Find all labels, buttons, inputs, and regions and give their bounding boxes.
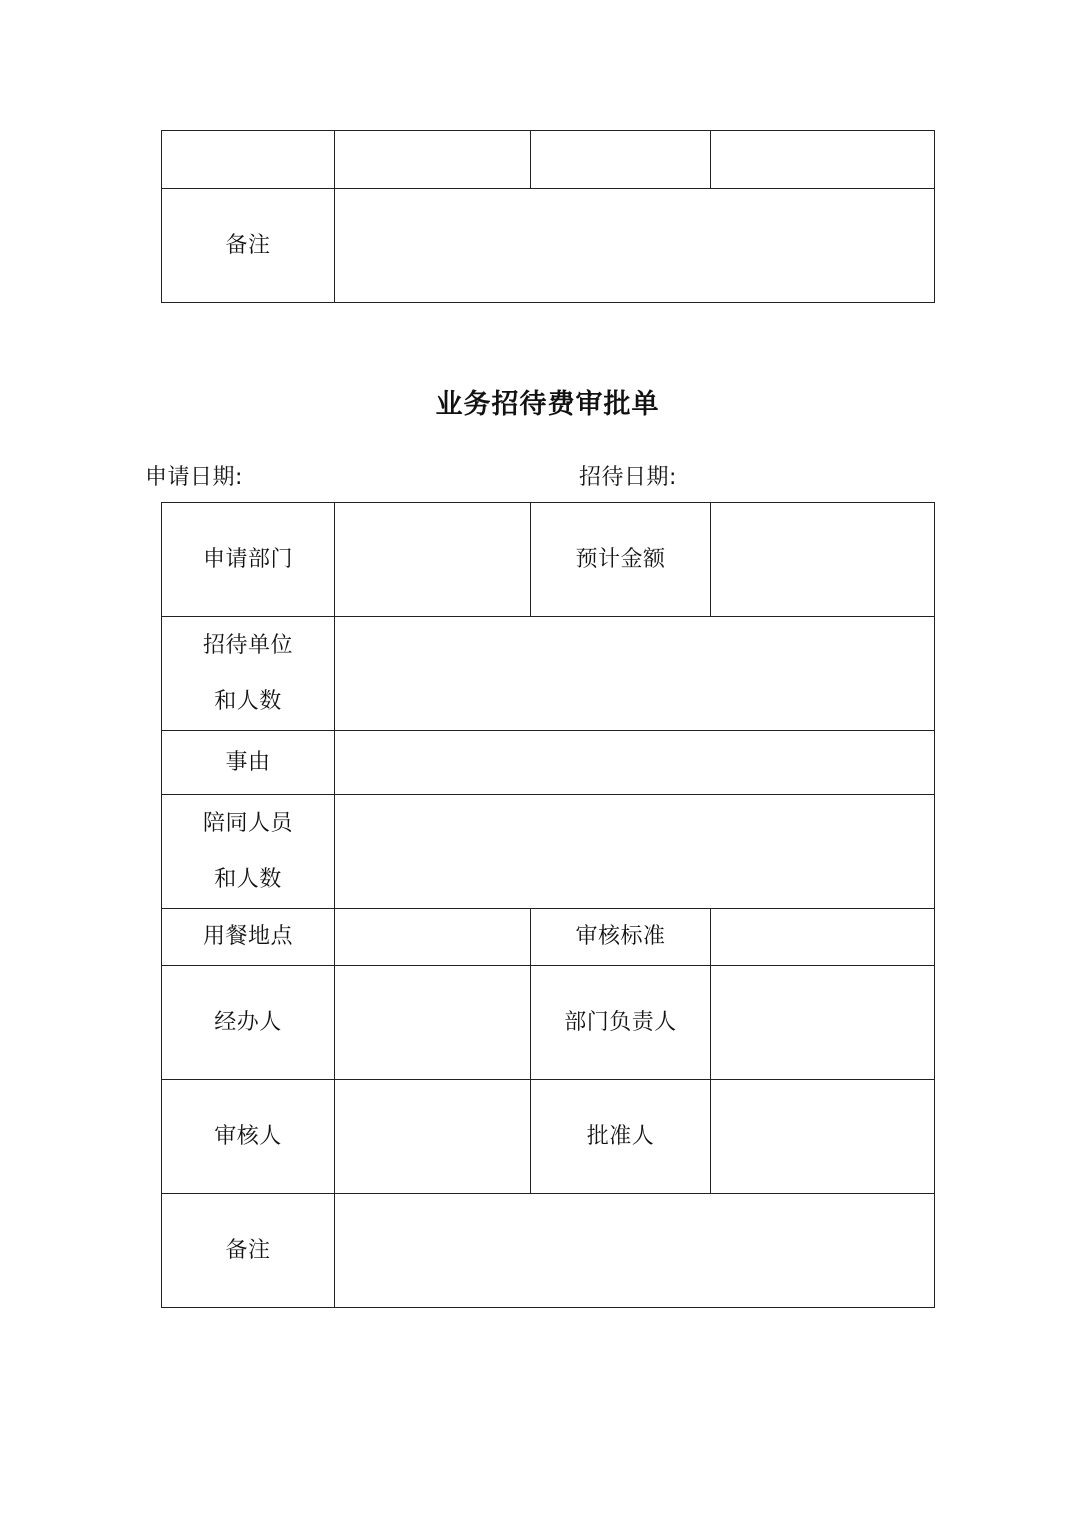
reason-value[interactable] <box>335 731 935 795</box>
reception-unit-label-line1: 招待单位 <box>202 632 293 658</box>
department-head-value[interactable] <box>711 966 935 1080</box>
previous-form-table <box>161 130 935 303</box>
approval-form-table <box>161 502 935 1308</box>
handler-label: 经办人 <box>162 966 335 1080</box>
remarks-label: 备注 <box>162 1194 335 1308</box>
approver-label: 批准人 <box>531 1080 711 1194</box>
empty-cell[interactable] <box>162 131 335 189</box>
reception-date-label: 招待日期: <box>579 465 677 490</box>
companions-label-line2: 和人数 <box>214 866 282 892</box>
estimated-amount-value[interactable] <box>711 503 935 617</box>
reception-unit-value[interactable] <box>335 617 935 731</box>
reason-label: 事由 <box>162 731 335 795</box>
reception-unit-label-line2: 和人数 <box>214 688 282 714</box>
remarks-value[interactable] <box>335 1194 935 1308</box>
audit-standard-label: 审核标准 <box>531 909 711 966</box>
handler-value[interactable] <box>335 966 531 1080</box>
reviewer-value[interactable] <box>335 1080 531 1194</box>
companions-value[interactable] <box>335 795 935 909</box>
empty-cell[interactable] <box>335 131 531 189</box>
apply-department-label: 申请部门 <box>162 503 335 617</box>
approver-value[interactable] <box>711 1080 935 1194</box>
dining-place-value[interactable] <box>335 909 531 966</box>
estimated-amount-label: 预计金额 <box>531 503 711 617</box>
department-head-label: 部门负责人 <box>531 966 711 1080</box>
audit-standard-value[interactable] <box>711 909 935 966</box>
reviewer-label: 审核人 <box>162 1080 335 1194</box>
reception-unit-label <box>162 617 335 731</box>
dining-place-label: 用餐地点 <box>162 909 335 966</box>
form-title: 业务招待费审批单 <box>435 389 660 420</box>
remarks-label: 备注 <box>162 189 335 303</box>
companions-label-line1: 陪同人员 <box>202 810 293 836</box>
apply-department-value[interactable] <box>335 503 531 617</box>
companions-label <box>162 795 335 909</box>
empty-cell[interactable] <box>711 131 935 189</box>
remarks-value[interactable] <box>335 189 935 303</box>
apply-date-label: 申请日期: <box>145 465 243 490</box>
empty-cell[interactable] <box>531 131 711 189</box>
